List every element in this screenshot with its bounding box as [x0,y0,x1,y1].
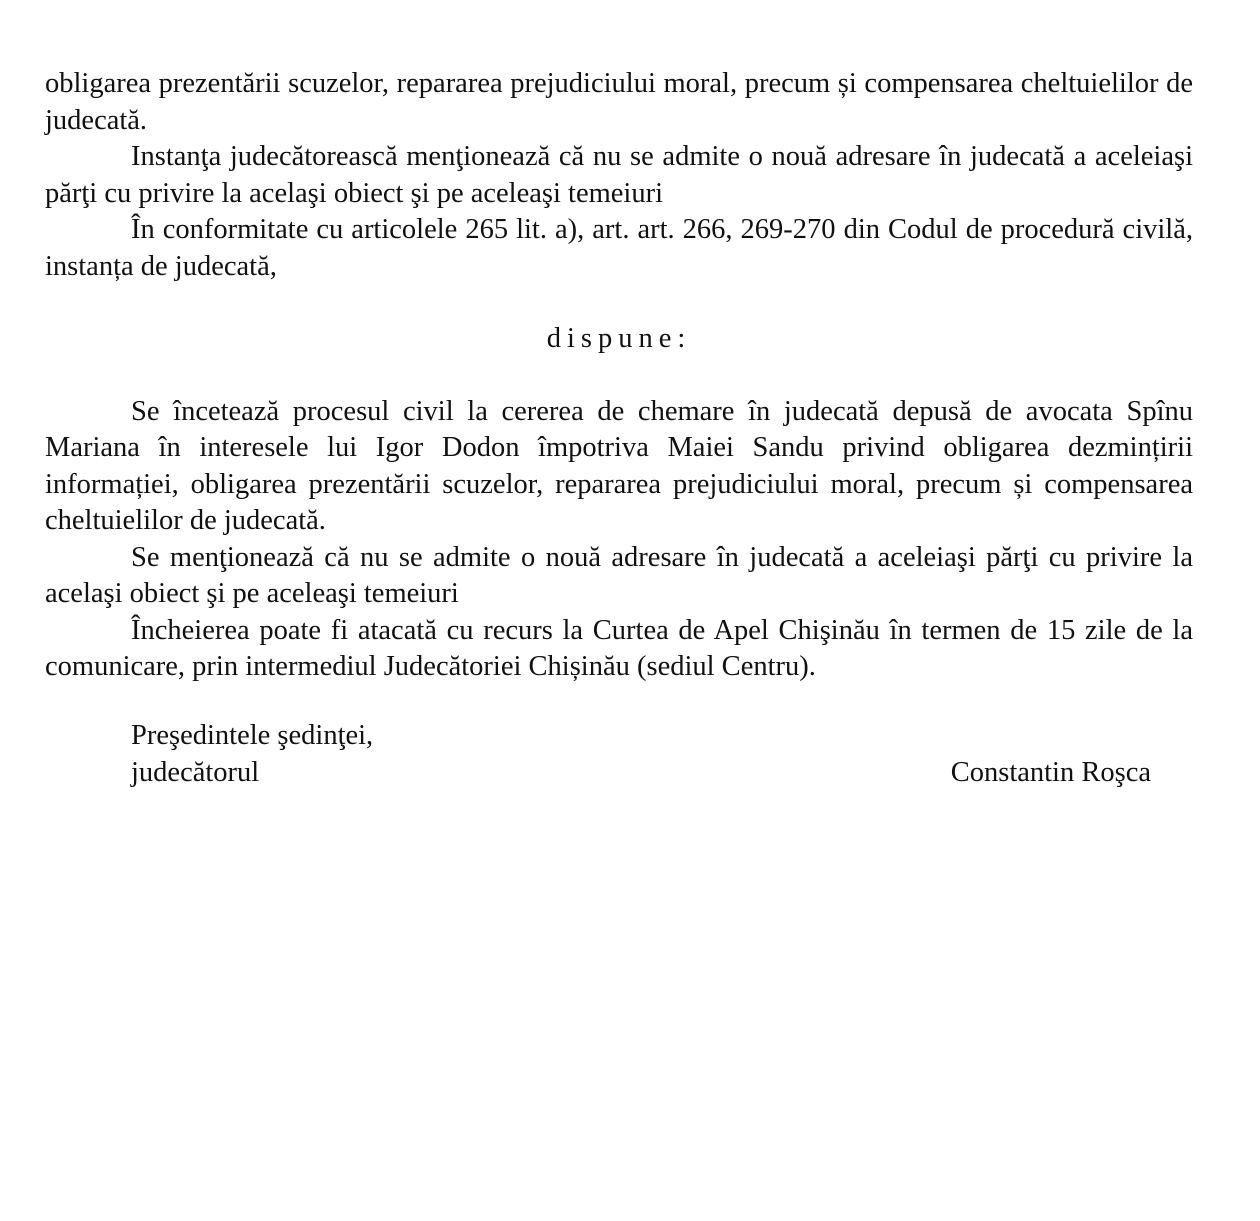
signature-role: judecătorul [131,756,260,788]
signature-name: Constantin Roşca [950,756,1151,788]
signature-judge-line [131,755,1151,792]
paragraph-legal-basis: În conformitate cu articolele 265 lit. a), art. art. 266, 269-270 din Codul de procedură civilă, instanța de judecată, [45,214,1193,282]
paragraph-ruling-notice: Se menţionează că nu se admite o nouă adresare în judecată a aceleiaşi părţi cu privire la acelaşi obiect şi pe aceleaşi temeiuri [45,541,1193,609]
document-body [45,66,1193,686]
paragraph-new-claim-notice: Instanţa judecătorească menţionează că nu se admite o nouă adresare în judecată a aceleiaşi părţi cu privire la acelaşi obiect şi pe aceleaşi temeiuri [45,141,1193,209]
ruling-heading: dispune: [546,323,692,354]
paragraph-continuation: obligarea prezentării scuzelor, repararea prejudiciului moral, precum și compensarea cheltuielilor de judecată. [45,68,1193,136]
signature-title: Preşedintele şedinţei, [131,720,374,751]
paragraph-ruling-termination: Se încetează procesul civil la cererea de chemare în judecată depusă de avocata Spînu Mariana în interesele lui Igor Dodon împotriva Maiei Sandu privind obligarea dezmințirii informației, obligarea prezentării scuzelor, repararea prejudiciului moral, precum și compensarea cheltuielilor de judecată. [45,395,1193,536]
paragraph-appeal-info: Încheierea poate fi atacată cu recurs la Curtea de Apel Chişinău în termen de 15 zile de la comunicare, prin intermediul Judecătoriei Chișinău (sediul Centru). [45,614,1193,682]
signature-title-line [131,718,1151,755]
signature-block [131,718,1151,791]
